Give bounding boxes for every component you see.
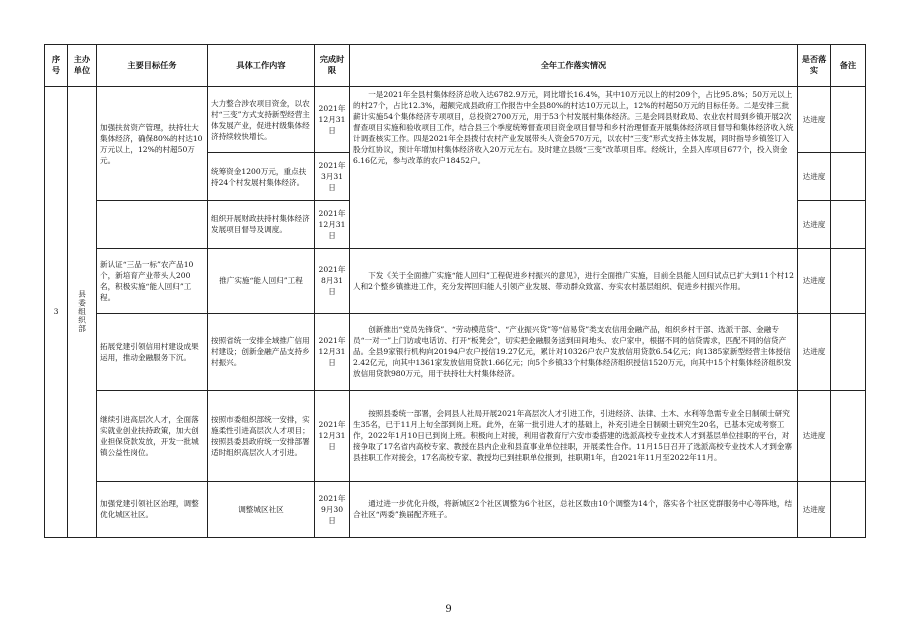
deadline-cell: 2021年12月31日 (315, 390, 350, 481)
table-row (45, 390, 866, 481)
header-deadline: 完成时限 (315, 45, 350, 87)
task-cell: 加强党建引领社区治理，调整优化城区社区。 (97, 481, 208, 537)
task-cell: 加强扶贫资产管理，扶持壮大集体经济，确保80%的村达10万元以上，12%的村超50万元。 (97, 86, 208, 201)
task-cell-empty (97, 201, 208, 248)
status-cell: 达进度 (798, 201, 831, 248)
deadline-cell: 2021年3月31日 (315, 153, 350, 201)
status-cell: 达进度 (798, 86, 831, 152)
work-progress-table (44, 44, 866, 538)
impl-cell: 按照县委统一部署，会同县人社局开展2021年高层次人才引进工作，引进经济、法律、土木、水利等急需专业全日制硕士研究生35名，已于11月上旬全部到岗上班。此外，在第一批引进人才的基础上，补充引进全日制硕士研究生20名，已基本完成考察工作，2022年1月10日已到岗上班。积极向上对接，利用省教育厅六安市委搭建的选派高校专业技术人才到基层单位挂职的平台，对接争取了17名省内高校专家、教授在县内企业和县直事业单位挂职，开展柔性合作。11月15日召开了选派高校专业技术人才到金寨县挂职工作对接会，17名高校专家、教授均已到挂职单位报到，挂职期1年，自2021年11月至2022年11月。 (350, 390, 798, 481)
task-cell: 继续引进高层次人才，全面落实就业创业扶持政策，加大创业担保贷款发放，开发一批城镇公益性岗位。 (97, 390, 208, 481)
row-unit-cell (68, 86, 97, 537)
row-no: 3 (45, 86, 68, 537)
table-row (45, 248, 866, 313)
work-cell: 按照省统一安排全域推广信用村建设；创新金融产品支持乡村振兴。 (208, 313, 315, 390)
remark-cell (831, 86, 866, 152)
deadline-cell: 2021年8月31日 (315, 248, 350, 313)
work-cell: 调整城区社区 (208, 481, 315, 537)
status-cell: 达进度 (798, 481, 831, 537)
status-cell: 达进度 (798, 153, 831, 201)
status-cell: 达进度 (798, 248, 831, 313)
deadline-cell: 2021年12月31日 (315, 313, 350, 390)
row-unit: 县委组织部 (77, 290, 87, 334)
deadline-cell: 2021年12月31日 (315, 86, 350, 152)
status-cell: 达进度 (798, 313, 831, 390)
impl-cell: 下发《关于全面推广实施“能人回归”工程促进乡村振兴的意见》，进行全面推广实施，目前全县能人回归试点已扩大到11个村12人和2个整乡镇推进工作，充分发挥回归能人引领产业发展、带动群众致富、夯实农村基层组织、促进乡村振兴作用。 (350, 248, 798, 313)
work-cell: 推广实施“能人回归”工程 (208, 248, 315, 313)
work-cell: 统筹资金1200万元，重点扶持24个村发展村集体经济。 (208, 153, 315, 201)
remark-cell (831, 248, 866, 313)
page-number: 9 (445, 604, 452, 615)
task-cell: 拓展党建引领信用村建设成果运用，推动金融服务下沉。 (97, 313, 208, 390)
work-cell: 大力整合涉农项目资金，以农村“三变”方式支持新型经营主体发展产业，促进村级集体经济持续较快增长。 (208, 86, 315, 152)
remark-cell (831, 481, 866, 537)
task-cell: 新认证“三品一标”农产品10个，新培育产业带头人200名，积极实施“能人回归”工程。 (97, 248, 208, 313)
remark-cell (831, 390, 866, 481)
table-row (45, 481, 866, 537)
header-remark: 备注 (831, 45, 866, 87)
header-unit: 主办单位 (68, 45, 97, 87)
header-no: 序号 (45, 45, 68, 87)
impl-cell: 创新推出“党员先锋贷”、“劳动模范贷”、“产业振兴贷”等“信易贷”类支农信用金融产品，组织乡村干部、选派干部、金融专员“一对一”上门访或电话访、打开“板凳会”，切实把金融服务送到田间地头、农户家中，根据不同的信贷需求，匹配不同的信贷产品。全县9家银行机构向20194户农户授信19.27亿元，累计对10326户农户发放信用贷款6.54亿元；向1385家新型经营主体授信2.42亿元，向其中1361家发放信用贷款1.66亿元；向5个乡镇33个村集体经济组织授信1520万元，向其中15个村集体经济组织发放信用贷款980万元，用于扶持壮大村集体经济。 (350, 313, 798, 390)
table-row (45, 86, 866, 152)
impl-cell: 通过进一步优化升级，将新城区2个社区调整为6个社区，总社区数由10个调整为14个，落实各个社区党群服务中心等阵地，结合社区“两委”换届配齐班子。 (350, 481, 798, 537)
remark-cell (831, 201, 866, 248)
work-cell: 按照市委组织部统一安排，实施柔性引进高层次人才项目；按照县委县政府统一安排部署适时组织高层次人才引进。 (208, 390, 315, 481)
header-row (45, 45, 866, 87)
remark-cell (831, 313, 866, 390)
work-cell: 组织开展财政扶持村集体经济发展项目督导及调度。 (208, 201, 315, 248)
status-cell: 达进度 (798, 390, 831, 481)
header-work: 具体工作内容 (208, 45, 315, 87)
impl-cell: 一是2021年全县村集体经济总收入达6782.9万元，同比增长16.4%，其中10万元以上的村209个，占比95.8%；50万元以上的村27个，占比12.3%，超额完成县政府工作报告中全县80%的村达10万元以上，12%的村超50万元的目标任务。二是安排三批薪计实施54个集体经济专项项目，总投资2700万元，用于53个村发展村集体经济。三是会同县财政局、农业农村局到乡镇开展2次督查项目实施和验收项目工作，结合县三个季度统筹督查项目资金项目督导和乡村治理督查开展集体经济项目督导和集体经济收入统计调查核实工作。四是2021年全县拨付农村产业发展带头人资金570万元，以农村“三变”形式支持主体发展，同时指导乡镇签订入股分红协议，预计年增加村集体经济收入20万元左右。及时建立县级“三变”改革项目库。经统计，全县入库项目677个，投入资金6.16亿元，参与改革的农户18452户。 (350, 86, 798, 248)
header-status: 是否落实 (798, 45, 831, 87)
header-impl: 全年工作落实情况 (350, 45, 798, 87)
remark-cell (831, 153, 866, 201)
deadline-cell: 2021年12月31日 (315, 201, 350, 248)
deadline-cell: 2021年9月30日 (315, 481, 350, 537)
table-row (45, 313, 866, 390)
header-task: 主要目标任务 (97, 45, 208, 87)
